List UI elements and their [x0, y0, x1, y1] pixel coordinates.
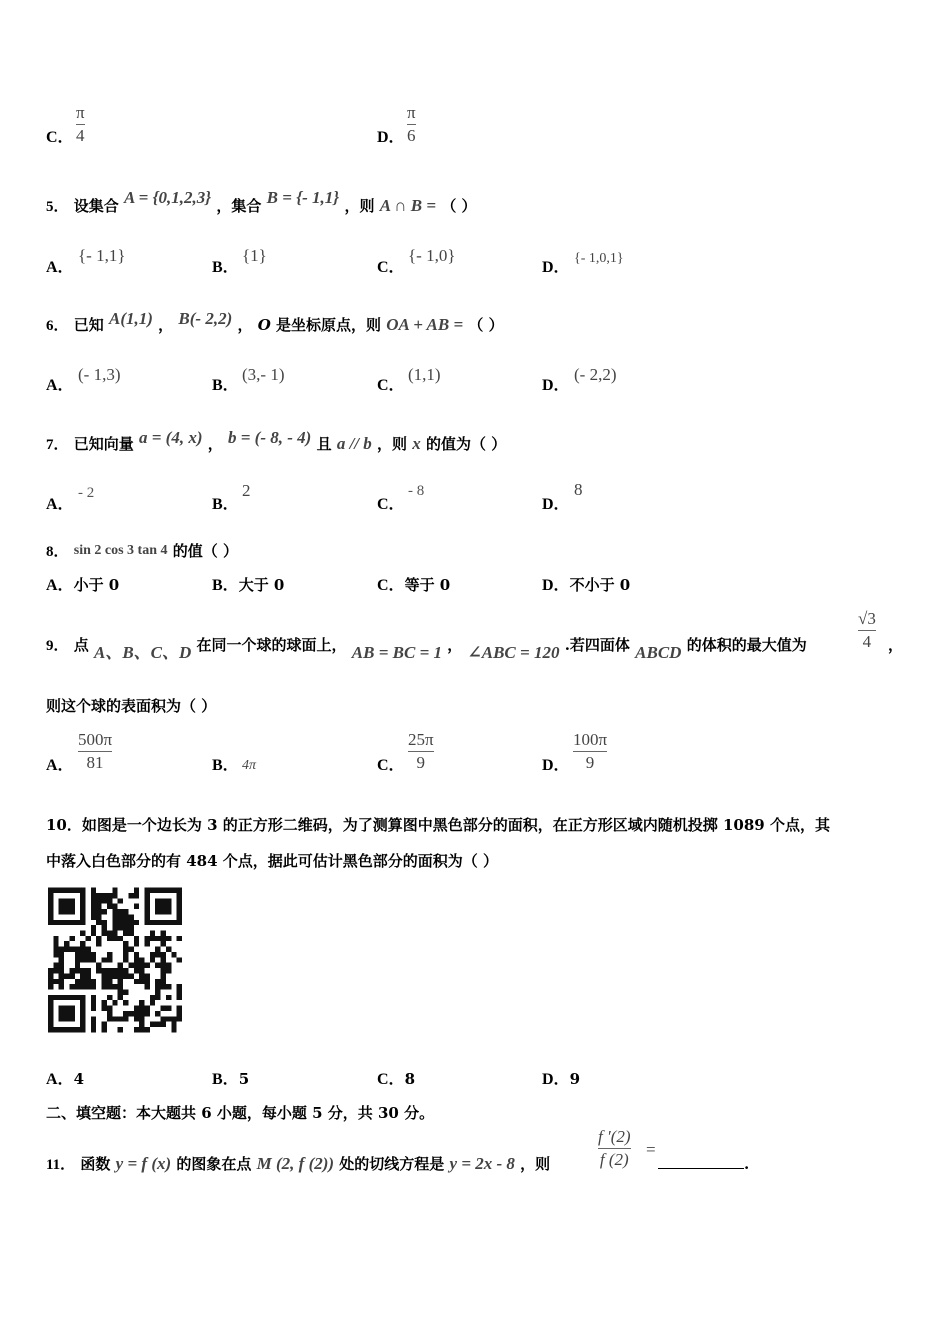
fraction-denominator: f (2): [599, 1150, 629, 1169]
qr-code-image: [48, 887, 182, 1033]
option-c: [377, 1069, 415, 1090]
math-expression: ABCD: [635, 643, 682, 662]
fraction-denominator: 9: [585, 753, 595, 772]
option-c-value: - 8: [408, 483, 425, 499]
option-c-label: C．: [377, 757, 405, 774]
question-text: .若四面体: [564, 636, 630, 654]
fraction-bar: [573, 751, 607, 752]
math-expression: a = (4, x): [139, 428, 203, 447]
math-expression: x: [412, 434, 421, 453]
fraction-numerator: 100π: [573, 730, 608, 749]
option-a-value: 4: [73, 1070, 84, 1088]
option-a-fraction: [78, 731, 112, 772]
math-expression: b = (- 8, - 4): [228, 428, 312, 447]
question-number: 11．: [46, 1157, 76, 1173]
fraction-numerator: π: [407, 103, 416, 122]
answer-blank[interactable]: [658, 1154, 744, 1169]
math-expression: sin 2 cos 3 tan 4: [73, 543, 168, 558]
option-a-value: (- 1,3): [78, 365, 121, 384]
option-d-fraction: [407, 104, 416, 145]
option-a-label: A．: [46, 1071, 74, 1088]
option-b-value: 2: [242, 481, 251, 500]
math-expression: A ∩ B =: [379, 196, 437, 215]
option-d-label: D．: [542, 757, 570, 774]
question-text: ，: [158, 316, 174, 334]
question-5: [46, 188, 477, 217]
option-a-label: A．: [46, 496, 74, 513]
period: .: [744, 1155, 750, 1173]
option-c-fraction: [76, 104, 85, 145]
fraction-numerator: π: [76, 103, 85, 122]
question-9: [46, 635, 807, 662]
option-d: [542, 575, 630, 596]
option-b-label: B．: [212, 577, 239, 594]
question-text: ，: [237, 316, 253, 334]
option-a-label: A．: [46, 259, 74, 276]
option-d-value: {- 1,0,1}: [574, 251, 624, 266]
question-text: （ ）: [468, 316, 504, 334]
option-d-label: D．: [542, 496, 570, 513]
fraction-bar: [858, 630, 876, 631]
fraction-numerator: 500π: [78, 730, 113, 749]
option-d-label: D．: [542, 377, 570, 394]
fraction-bar: [598, 1148, 631, 1149]
question-text: 是坐标原点，则: [276, 316, 382, 334]
question-7: [46, 428, 507, 455]
question-text: 设集合: [73, 197, 119, 215]
question-10-line-1: 10．如图是一个边长为 3 的正方形二维码，为了测算图中黑色部分的面积，在正方形区域内随机投掷 1089 个点，其: [46, 816, 830, 834]
math-expression: y = f (x): [115, 1154, 172, 1173]
math-expression: a // b: [336, 434, 372, 453]
question-text: ，: [888, 636, 904, 654]
option-d-value: 8: [574, 480, 583, 499]
answer-blank-row: [658, 1154, 749, 1174]
option-c-label: C．: [46, 129, 74, 146]
question-text: 且: [316, 435, 332, 453]
option-d-label: D．: [542, 259, 570, 276]
option-b-value: 5: [238, 1070, 250, 1088]
max-volume-fraction: [858, 610, 876, 651]
question-text: 已知: [73, 316, 104, 334]
question-text: ，则: [344, 197, 375, 215]
math-expression: ∠ABC = 120: [467, 643, 560, 662]
option-d-value: 不小于 0: [569, 576, 631, 594]
math-expression: B = {- 1,1}: [266, 188, 340, 207]
math-expression: OA + AB =: [386, 315, 464, 334]
question-number: 8．: [46, 544, 69, 560]
question-text: ，集合: [216, 197, 262, 215]
fraction-bar: [76, 124, 85, 125]
question-text: ，: [447, 636, 463, 654]
question-text: （ ）: [441, 197, 477, 215]
question-text: 点: [73, 636, 89, 654]
option-d-label: D．: [542, 577, 570, 594]
option-a-label: A．: [46, 377, 74, 394]
question-text: 已知向量: [73, 435, 134, 453]
option-c-label: C．: [377, 577, 405, 594]
option-a-value: - 2: [78, 485, 95, 501]
fraction-denominator: 4: [76, 126, 85, 145]
question-6: [46, 309, 504, 336]
fraction-bar: [408, 751, 434, 752]
option-d-value: (- 2,2): [574, 365, 617, 384]
option-c-label: C．: [377, 496, 405, 513]
option-a-value: {- 1,1}: [78, 246, 126, 265]
math-expression: M (2, f (2)): [256, 1154, 335, 1173]
derivative-ratio-fraction: [598, 1128, 631, 1169]
fraction-numerator: f ′(2): [598, 1127, 631, 1146]
option-d-label: D．: [542, 1071, 570, 1088]
option-c-value: 等于 0: [404, 576, 451, 594]
math-expression: A、B、C、D: [94, 643, 192, 662]
fraction-denominator: 6: [407, 126, 416, 145]
option-b: [212, 575, 284, 596]
fraction-denominator: 81: [86, 753, 104, 772]
option-c-label: C．: [377, 1071, 405, 1088]
question-text: 的值（ ）: [172, 542, 238, 560]
question-text: 处的切线方程是: [339, 1155, 445, 1173]
option-b-value: 4π: [242, 758, 257, 773]
question-number: 6．: [46, 318, 69, 334]
fraction-denominator: 9: [416, 753, 426, 772]
option-c-label: C．: [377, 377, 405, 394]
question-text: ，则: [377, 435, 408, 453]
option-b-label: B．: [212, 496, 239, 513]
fraction-numerator: 25π: [408, 730, 434, 749]
option-c-value: 8: [404, 1070, 415, 1088]
option-a-label: A．: [46, 577, 74, 594]
question-text: ，: [207, 435, 223, 453]
question-9-line-2: 则这个球的表面积为（ ）: [46, 697, 217, 715]
option-a-label: A．: [46, 757, 74, 774]
math-expression: A = {0,1,2,3}: [124, 188, 212, 207]
option-d-value: 9: [569, 1070, 580, 1088]
fraction-denominator: 4: [862, 632, 872, 651]
fraction-bar: [78, 751, 112, 752]
option-c-value: (1,1): [408, 365, 441, 384]
question-8: [46, 541, 238, 563]
option-b: [212, 1069, 249, 1090]
math-expression: A(1,1): [109, 309, 153, 328]
option-b-label: B．: [212, 1071, 239, 1088]
question-10-line-2: 中落入白色部分的有 484 个点，据此可估计黑色部分的面积为（ ）: [46, 852, 498, 870]
option-d-fraction: [573, 731, 607, 772]
option-a: [46, 1069, 84, 1090]
question-number: 9．: [46, 638, 69, 654]
question-text: O: [257, 316, 271, 334]
question-text: 的体积的最大值为: [686, 636, 807, 654]
option-b-value: (3,- 1): [242, 365, 285, 384]
equals-sign: =: [646, 1140, 656, 1159]
math-expression: B(- 2,2): [178, 309, 233, 328]
fraction-bar: [407, 124, 416, 125]
option-a-value: 小于 0: [73, 576, 120, 594]
fraction-numerator: √3: [858, 609, 876, 628]
option-b-value: 大于 0: [238, 576, 285, 594]
section-heading: 二、填空题：本大题共 6 小题，每小题 5 分，共 30 分。: [46, 1104, 435, 1122]
option-d: [542, 1069, 580, 1090]
question-11: [46, 1154, 550, 1175]
question-text: 的值为（ ）: [426, 435, 507, 453]
option-b-value: {1}: [242, 246, 267, 265]
question-text: 在同一个球的球面上，: [196, 636, 347, 654]
question-number: 5．: [46, 199, 69, 215]
option-c-value: {- 1,0}: [408, 246, 456, 265]
math-expression: y = 2x - 8: [449, 1154, 515, 1173]
question-number: 7．: [46, 437, 69, 453]
question-text: ，则: [520, 1155, 551, 1173]
question-text: 的图象在点: [176, 1155, 252, 1173]
question-text: 函数: [80, 1155, 111, 1173]
option-a: [46, 575, 119, 596]
option-c-fraction: [408, 731, 434, 772]
math-expression: AB = BC = 1: [351, 643, 443, 662]
option-b-label: B．: [212, 259, 239, 276]
option-c-label: C．: [377, 259, 405, 276]
option-b-label: B．: [212, 377, 239, 394]
option-b-label: B．: [212, 757, 239, 774]
option-d-label: D．: [377, 129, 405, 146]
option-c: [377, 575, 450, 596]
